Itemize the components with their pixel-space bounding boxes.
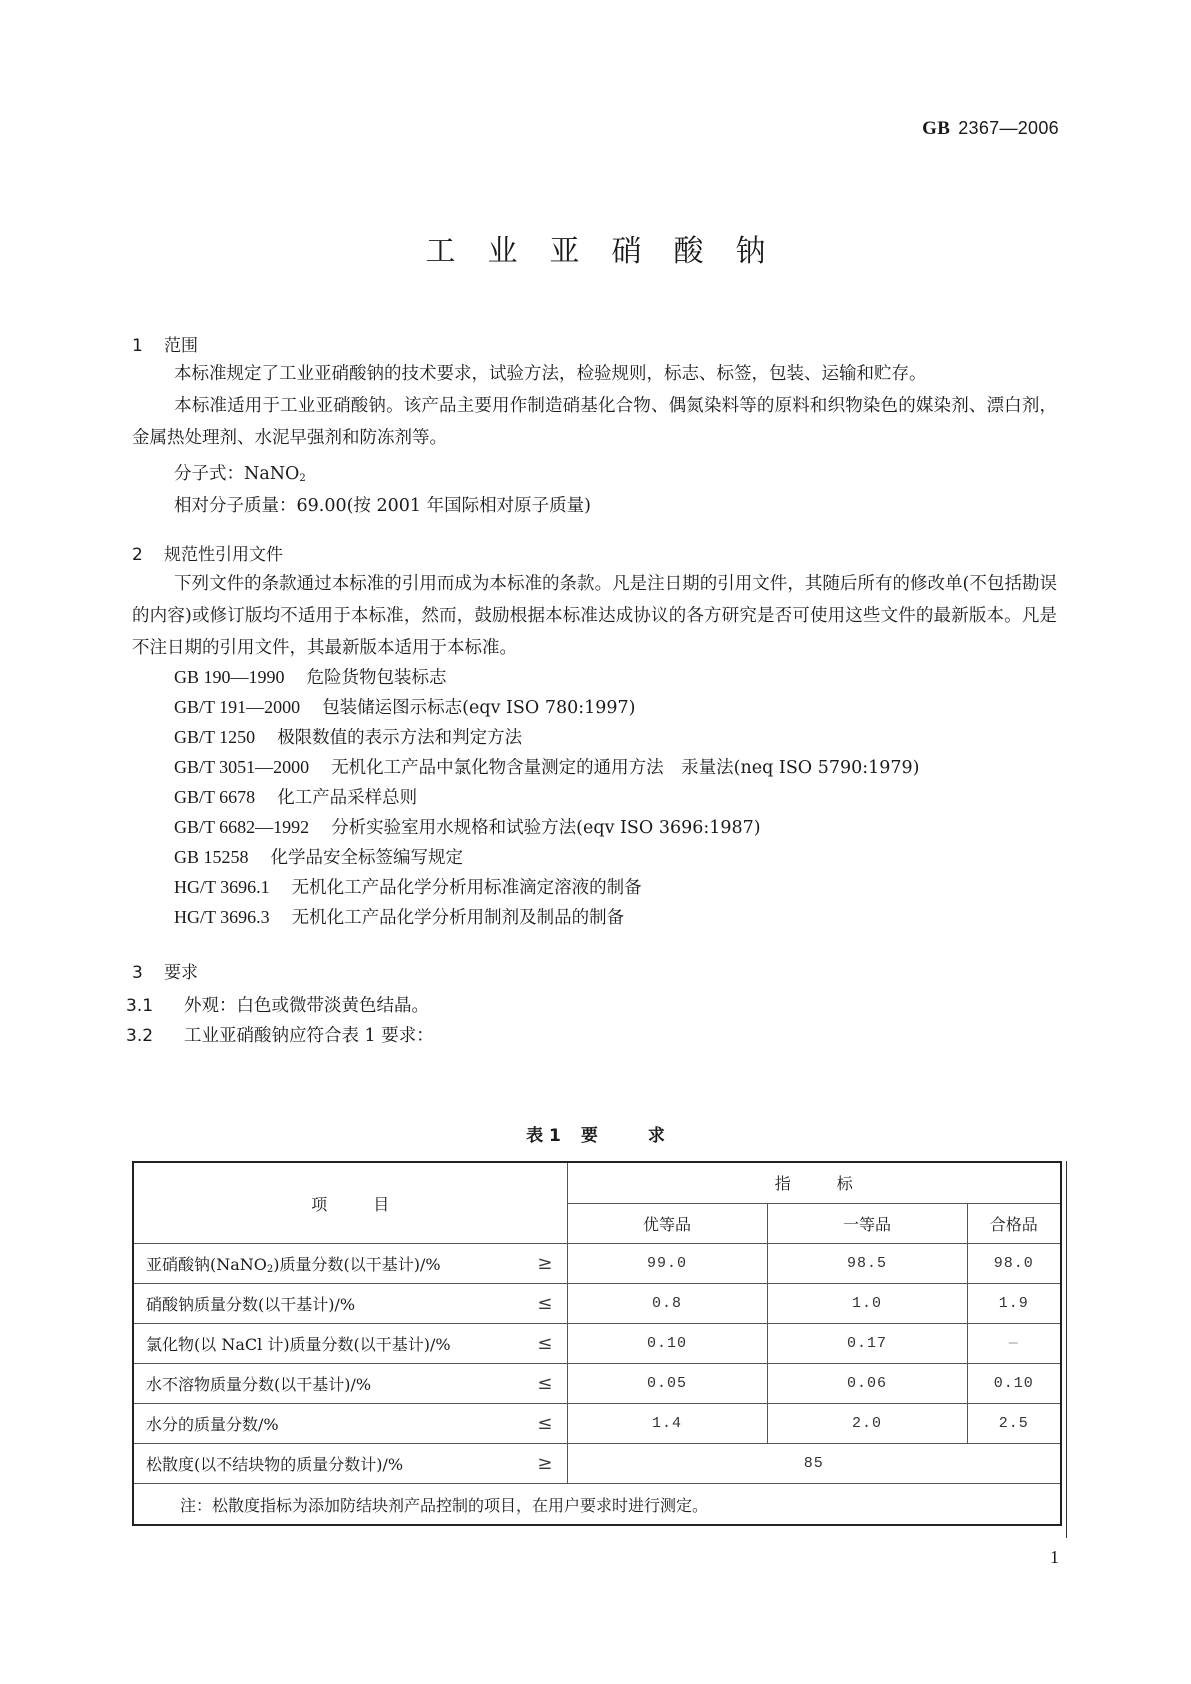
table-outer-rule: [1066, 1161, 1067, 1538]
reference-item: [174, 874, 642, 899]
value-cell-merged: 85: [567, 1444, 1061, 1484]
reference-code: GB/T 191—2000: [174, 697, 301, 717]
section-1-paragraph-1: 本标准规定了工业亚硝酸钠的技术要求，试验方法，检验规则，标志、标签，包装、运输和贮存。: [174, 364, 927, 384]
requirements-table: [132, 1161, 1060, 1526]
header-index-group: 指标: [567, 1162, 1061, 1203]
section-2-heading: [132, 540, 283, 565]
reference-item: [174, 664, 447, 689]
comparison-sign: ≥: [537, 1453, 553, 1474]
header-grade: 合格品: [967, 1203, 1061, 1244]
clause-3-2: [126, 1022, 434, 1047]
reference-code: HG/T 3696.3: [174, 907, 270, 927]
document-title: 工业亚硝酸钠: [425, 234, 798, 269]
reference-title: 无机化工产品化学分析用标准滴定溶液的制备: [291, 878, 642, 898]
table-note-row: [133, 1484, 1061, 1526]
section-1-heading: [132, 331, 198, 356]
value-cell: 0.10: [567, 1324, 767, 1364]
value-cell: 0.05: [567, 1364, 767, 1404]
reference-title: 包装储运图示标志(eqv ISO 780:1997): [322, 698, 636, 718]
reference-title: 化学品安全标签编写规定: [270, 848, 464, 868]
value-cell: —: [967, 1324, 1061, 1364]
table-row-merged: [133, 1444, 1061, 1484]
header-grade: 一等品: [767, 1203, 967, 1244]
table-header-row: [133, 1162, 1061, 1203]
clause-number: 3.1: [126, 996, 154, 1016]
value-cell: 1.9: [967, 1284, 1061, 1324]
value-cell: 0.8: [567, 1284, 767, 1324]
comparison-sign: ≤: [537, 1293, 553, 1314]
value-cell: 0.10: [967, 1364, 1061, 1404]
reference-code: GB/T 3051—2000: [174, 757, 310, 777]
clause-number: 3.2: [126, 1026, 154, 1046]
header-grade: 优等品: [567, 1203, 767, 1244]
value-cell: 1.0: [767, 1284, 967, 1324]
row-item: 亚硝酸钠(NaNO$_2$)质量分数(以干基计)/% ≥: [133, 1244, 567, 1284]
section-number: 3: [132, 963, 143, 983]
clause-text: 外观：白色或微带淡黄色结晶。: [184, 996, 429, 1016]
table-row: [133, 1404, 1061, 1444]
section-3-heading: [132, 958, 198, 983]
clause-text: 工业亚硝酸钠应符合表 1 要求：: [184, 1026, 434, 1046]
molar-mass: 相对分子质量：69.00(按 2001 年国际相对原子质量): [174, 496, 591, 516]
table-row: [133, 1244, 1061, 1284]
reference-title: 危险货物包装标志: [306, 668, 447, 688]
table-row: [133, 1324, 1061, 1364]
table-label: 表 1: [526, 1126, 561, 1146]
section-number: 1: [132, 336, 143, 356]
reference-item: [174, 724, 522, 749]
reference-item: [174, 904, 624, 929]
section-title: 范围: [164, 336, 198, 356]
reference-title: 化工产品采样总则: [277, 788, 418, 808]
clause-3-1: [126, 992, 429, 1017]
reference-title: 极限数值的表示方法和判定方法: [277, 728, 523, 748]
reference-code: GB/T 6682—1992: [174, 817, 310, 837]
section-title: 规范性引用文件: [164, 545, 283, 565]
reference-item: [174, 844, 463, 869]
value-cell: 98.0: [967, 1244, 1061, 1284]
table-row: [133, 1284, 1061, 1324]
reference-code: GB 190—1990: [174, 667, 285, 687]
standard-prefix: GB: [922, 118, 951, 139]
reference-item: [174, 784, 417, 809]
reference-title: 无机化工产品中氯化物含量测定的通用方法 汞量法(neq ISO 5790:1979): [331, 758, 920, 778]
table-note: 注：松散度指标为添加防结块剂产品控制的项目，在用户要求时进行测定。: [133, 1484, 1061, 1526]
standard-number: 2367—2006: [958, 118, 1059, 138]
table-caption: 表 1 要 求: [526, 1126, 665, 1146]
page-number: 1: [1050, 1547, 1059, 1567]
section-1-paragraph-2: 本标准适用于工业亚硝酸钠。该产品主要用作制造硝基化合物、偶氮染料等的原料和织物染色的媒染剂、漂白剂，金属热处理剂、水泥早强剂和防冻剂等。: [132, 396, 1057, 448]
standard-code: [922, 118, 1059, 140]
value-cell: 2.0: [767, 1404, 967, 1444]
value-cell: 98.5: [767, 1244, 967, 1284]
row-item: 氯化物(以 NaCl 计)质量分数(以干基计)/% ≤: [133, 1324, 567, 1364]
reference-code: HG/T 3696.1: [174, 877, 270, 897]
row-item: 水不溶物质量分数(以干基计)/% ≤: [133, 1364, 567, 1404]
row-item: 松散度(以不结块物的质量分数计)/% ≥: [133, 1444, 567, 1484]
section-number: 2: [132, 545, 143, 565]
header-item: 项目: [133, 1162, 567, 1244]
reference-code: GB/T 6678: [174, 787, 256, 807]
comparison-sign: ≤: [537, 1413, 553, 1434]
value-cell: 1.4: [567, 1404, 767, 1444]
molecular-formula: 分子式：NaNO$_2$: [174, 464, 306, 484]
reference-code: GB/T 1250: [174, 727, 256, 747]
value-cell: 99.0: [567, 1244, 767, 1284]
reference-item: [174, 694, 636, 719]
value-cell: 0.06: [767, 1364, 967, 1404]
section-2-intro: 下列文件的条款通过本标准的引用而成为本标准的条款。凡是注日期的引用文件，其随后所有的修改单(不包括勘误的内容)或修订版均不适用于本标准，然而，鼓励根据本标准达成协议的各方研究是否可使用这些文件的最新版本。凡是不注日期的引用文件，其最新版本适用于本标准。: [132, 574, 1057, 658]
section-title: 要求: [164, 963, 198, 983]
value-cell: 2.5: [967, 1404, 1061, 1444]
reference-title: 无机化工产品化学分析用制剂及制品的制备: [291, 908, 625, 928]
table-row: [133, 1364, 1061, 1404]
reference-title: 分析实验室用水规格和试验方法(eqv ISO 3696:1987): [331, 818, 761, 838]
value-cell: 0.17: [767, 1324, 967, 1364]
row-item: 水分的质量分数/% ≤: [133, 1404, 567, 1444]
comparison-sign: ≤: [537, 1333, 553, 1354]
comparison-sign: ≤: [537, 1373, 553, 1394]
reference-item: [174, 754, 920, 779]
comparison-sign: ≥: [537, 1253, 553, 1274]
reference-item: [174, 814, 761, 839]
reference-code: GB 15258: [174, 847, 249, 867]
row-item: 硝酸钠质量分数(以干基计)/% ≤: [133, 1284, 567, 1324]
